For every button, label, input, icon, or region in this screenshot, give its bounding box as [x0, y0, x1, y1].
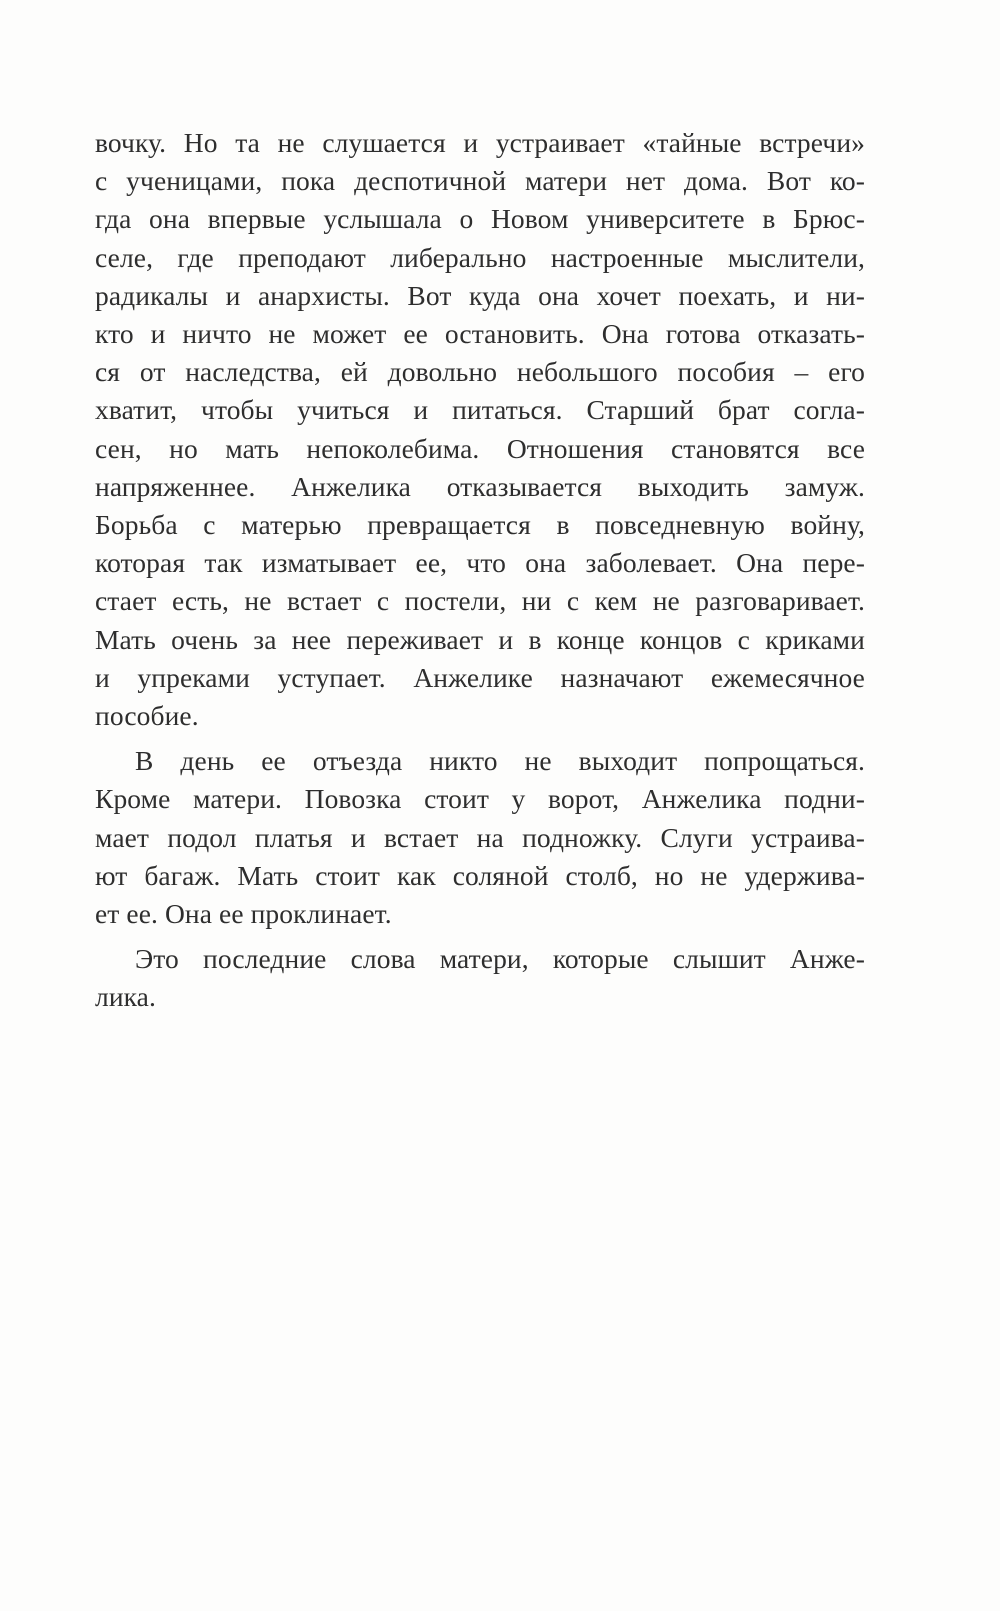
- text-line: хватит, чтобы учиться и питаться. Старший брат согла-: [95, 394, 865, 426]
- text-line: кто и ничто не может ее остановить. Она готова отказать-: [95, 318, 865, 350]
- text-line: Борьба с матерью превращается в повседневную войну,: [95, 509, 865, 541]
- text-line: стает есть, не встает с постели, ни с кем не разговаривает.: [95, 585, 865, 617]
- text-line: Это последние слова матери, которые слышит Анже-: [135, 943, 865, 975]
- paragraph-gap: [95, 933, 865, 940]
- text-line: В день ее отъезда никто не выходит попрощаться.: [135, 745, 865, 777]
- text-line: ся от наследства, ей довольно небольшого пособия – его: [95, 356, 865, 388]
- paragraph-gap: [95, 735, 865, 742]
- text-line: лика.: [95, 981, 156, 1013]
- text-line: которая так изматывает ее, что она заболевает. Она пере-: [95, 547, 865, 579]
- text-line: с ученицами, пока деспотичной матери нет дома. Вот ко-: [95, 165, 865, 197]
- text-line: селе, где преподают либерально настроенные мыслители,: [95, 241, 865, 273]
- text-line: гда она впервые услышала о Новом университете в Брюс-: [95, 203, 865, 235]
- text-line: Кроме матери. Повозка стоит у ворот, Анжелика подни-: [95, 783, 865, 815]
- text-line: напряженнее. Анжелика отказывается выходить замуж.: [95, 470, 865, 502]
- text-line: и упреками уступает. Анжелике назначают ежемесячное: [95, 661, 865, 693]
- text-line: вочку. Но та не слушается и устраивает «тайные встречи»: [95, 127, 865, 158]
- text-line: ет ее. Она ее проклинает.: [95, 898, 392, 930]
- text-line: Мать очень за нее переживает и в конце концов с криками: [95, 623, 865, 655]
- text-line: пособие.: [95, 700, 199, 732]
- text-line: радикалы и анархисты. Вот куда она хочет поехать, и ни-: [95, 279, 865, 311]
- page-text: [95, 124, 865, 1017]
- text-line: ют багаж. Мать стоит как соляной столб, но не удержива-: [95, 859, 865, 891]
- text-line: сен, но мать непоколебима. Отношения становятся все: [95, 432, 865, 464]
- text-line: мает подол платья и встает на подножку. Слуги устраива-: [95, 821, 865, 853]
